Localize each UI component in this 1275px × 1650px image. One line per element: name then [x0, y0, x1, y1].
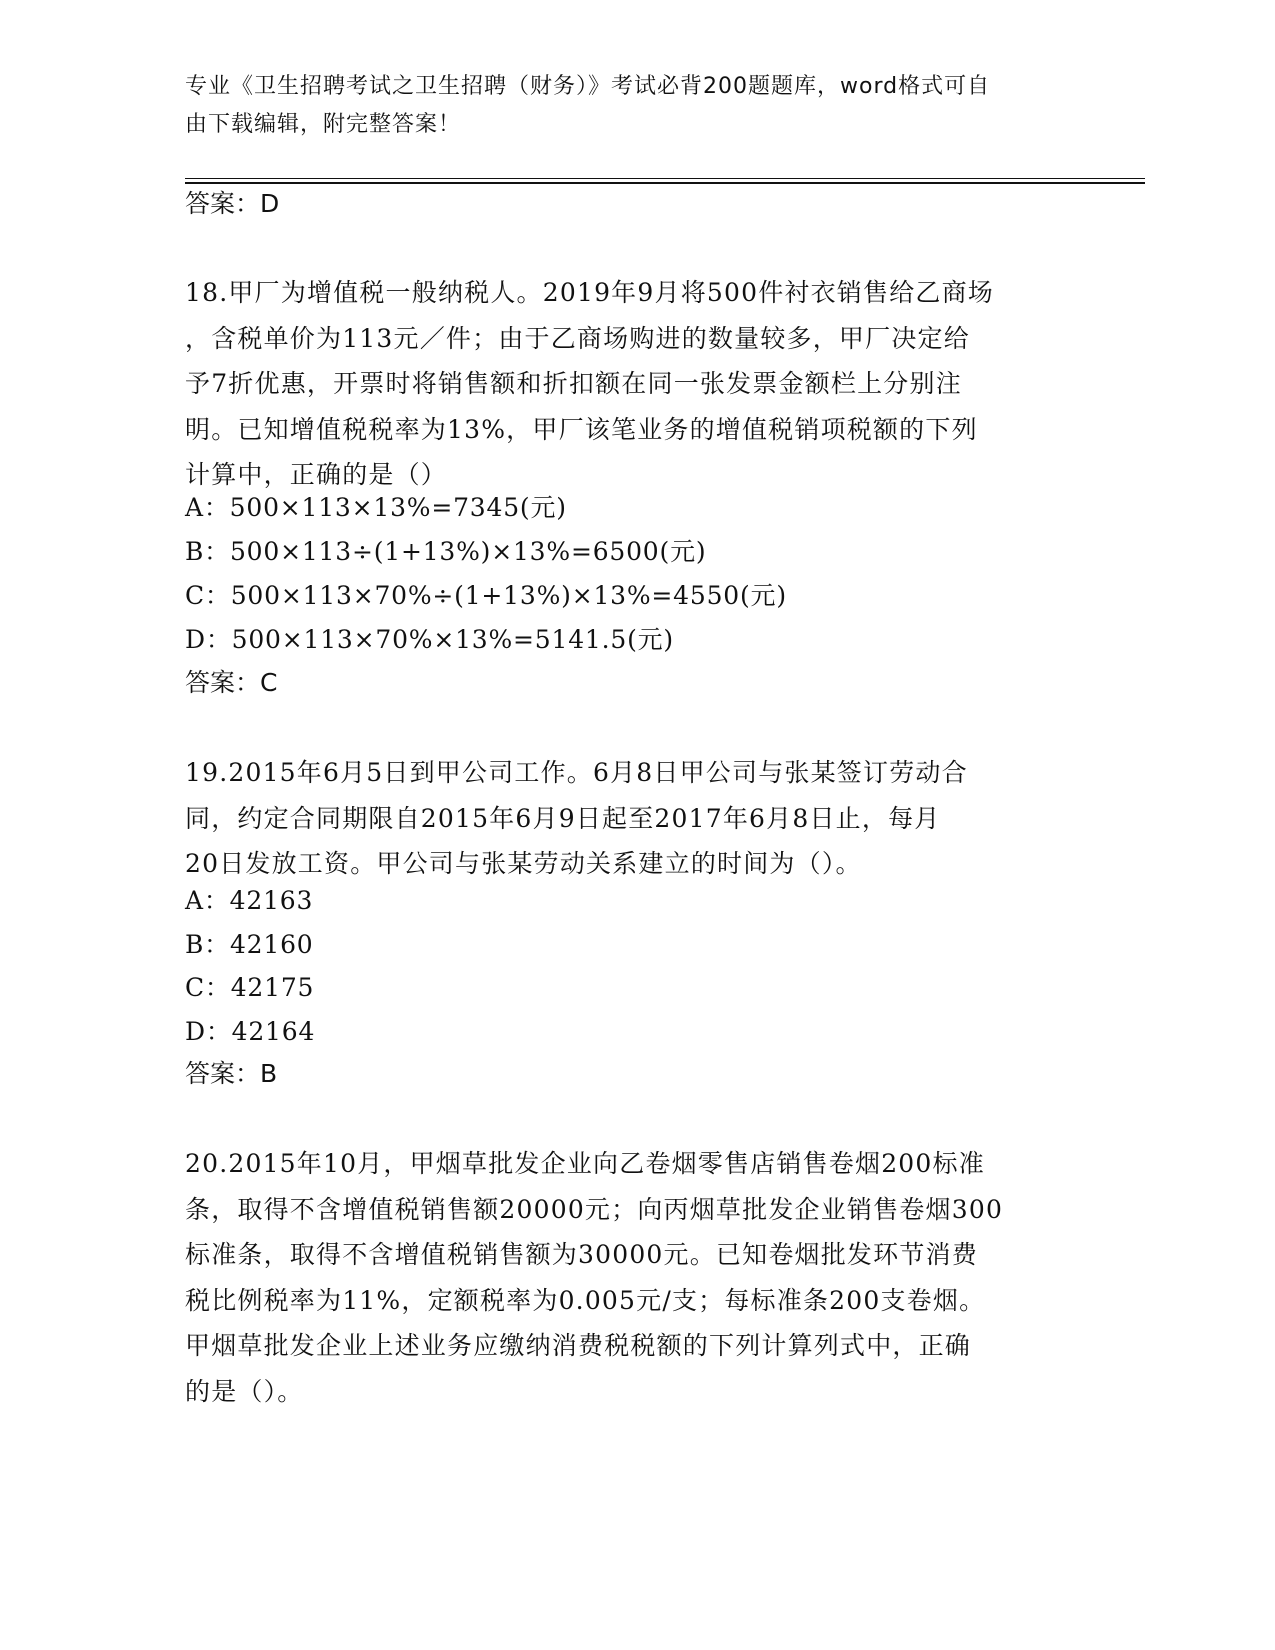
- question-18-option-a: A：500×113×13%=7345(元): [185, 493, 567, 522]
- question-line: 甲烟草批发企业上述业务应缴纳消费税税额的下列计算列式中，正确: [185, 1331, 972, 1360]
- question-line: 明。已知增值税税率为13%，甲厂该笔业务的增值税销项税额的下列: [185, 414, 978, 444]
- question-line: 18.甲厂为增值税一般纳税人。2019年9月将500件衬衣销售给乙商场: [185, 278, 995, 307]
- question-line: 20.2015年10月，甲烟草批发企业向乙卷烟零售店销售卷烟200标准: [185, 1149, 985, 1178]
- question-line: 予7折优惠，开票时将销售额和折扣额在同一张发票金额栏上分别注: [185, 369, 962, 398]
- question-18-option-c: C：500×113×70%÷(1+13%)×13%=4550(元): [185, 581, 787, 610]
- question-20-text: [185, 1141, 1085, 1414]
- question-18-text: [185, 270, 1085, 498]
- question-19-option-a: A：42163: [185, 886, 314, 915]
- header-line-2: 由下载编辑，附完整答案！: [185, 112, 462, 137]
- header-divider-thick: [185, 182, 1145, 184]
- question-19-option-b: B：42160: [185, 930, 314, 959]
- document-header: [185, 68, 1085, 144]
- question-line: 税比例税率为11%，定额税率为0.005元/支；每标准条200支卷烟。: [185, 1285, 986, 1315]
- previous-answer: 答案：D: [185, 189, 280, 218]
- question-line: 条，取得不含增值税销售额20000元；向丙烟草批发企业销售卷烟300: [185, 1194, 1004, 1224]
- question-line: ，含税单价为113元／件；由于乙商场购进的数量较多，甲厂决定给: [185, 323, 970, 353]
- question-line: 同，约定合同期限自2015年6月9日起至2017年6月8日止，每月: [185, 803, 941, 833]
- question-18-option-b: B：500×113÷(1+13%)×13%=6500(元): [185, 537, 707, 566]
- question-line: 的是（）。: [185, 1376, 304, 1406]
- question-19-answer: 答案：B: [185, 1059, 278, 1088]
- question-line: 19.2015年6月5日到甲公司工作。6月8日甲公司与张某签订劳动合: [185, 758, 968, 787]
- question-19-option-d: D：42164: [185, 1017, 316, 1046]
- question-18-answer: 答案：C: [185, 668, 278, 697]
- question-line: 计算中，正确的是（）: [185, 460, 448, 489]
- question-line: 20日发放工资。甲公司与张某劳动关系建立的时间为（）。: [185, 849, 862, 878]
- question-19-option-c: C：42175: [185, 973, 315, 1002]
- question-line: 标准条，取得不含增值税销售额为30000元。已知卷烟批发环节消费: [185, 1240, 978, 1269]
- question-18-option-d: D：500×113×70%×13%=5141.5(元): [185, 625, 674, 654]
- header-divider-thin: [185, 178, 1145, 179]
- header-line-1: 专业《卫生招聘考试之卫生招聘（财务）》考试必背200题题库，word格式可自: [185, 74, 991, 99]
- question-19-text: [185, 750, 1085, 887]
